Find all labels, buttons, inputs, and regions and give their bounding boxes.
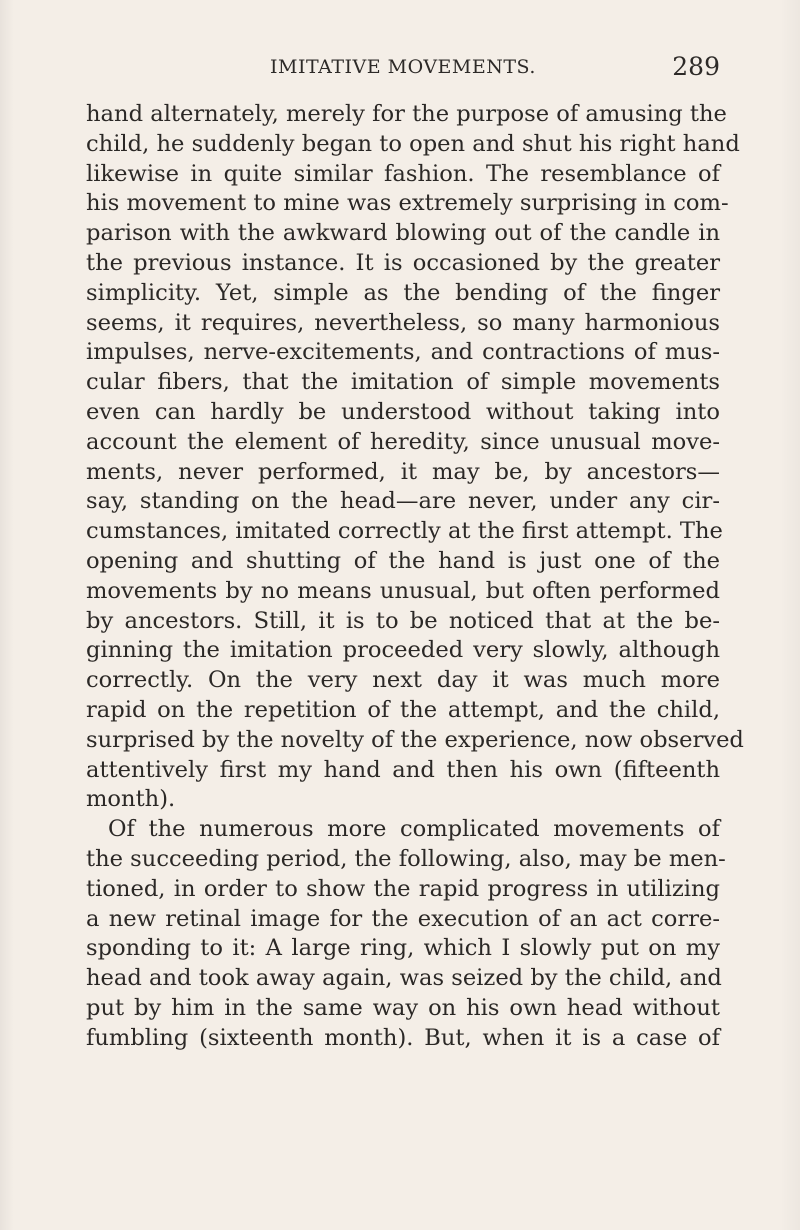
text-line: a new retinal image for the execution of an act corre- xyxy=(86,905,720,932)
text-line: parison with the awkward blowing out of the candle in xyxy=(86,220,720,247)
text-line: fumbling (sixteenth month). But, when it is a case of xyxy=(86,1024,720,1051)
text-line: even can hardly be understood without taking into xyxy=(86,398,720,425)
text-line: simplicity. Yet, simple as the bending of the finger xyxy=(86,279,720,306)
text-line: surprised by the novelty of the experience, now observed xyxy=(86,726,744,753)
text-line: the succeeding period, the following, also, may be men- xyxy=(86,845,726,872)
text-line: impulses, nerve-excitements, and contractions of mus- xyxy=(86,339,720,366)
text-line: by ancestors. Still, it is to be noticed that at the be- xyxy=(86,607,720,634)
text-line: put by him in the same way on his own head without xyxy=(86,994,720,1021)
text-line: likewise in quite similar fashion. The resemblance of xyxy=(86,160,720,187)
text-line: ments, never performed, it may be, by ancestors— xyxy=(86,458,720,485)
text-line: tioned, in order to show the rapid progress in utilizing xyxy=(86,875,720,902)
text-line: head and took away again, was seized by the child, and xyxy=(86,965,722,992)
text-line: sponding to it: A large ring, which I slowly put on my xyxy=(86,935,720,962)
text-line: child, he suddenly began to open and shut his right hand xyxy=(86,130,740,157)
running-head xyxy=(86,52,720,88)
text-line: account the element of heredity, since unusual move- xyxy=(86,428,720,455)
body-text xyxy=(86,100,744,1054)
page-number: 289 xyxy=(672,52,720,81)
text-line: attentively first my hand and then his own (fifteenth xyxy=(86,756,720,783)
text-line: ginning the imitation proceeded very slowly, although xyxy=(86,637,720,664)
text-line: seems, it requires, nevertheless, so many harmonious xyxy=(86,309,720,336)
text-line: cumstances, imitated correctly at the first attempt. The xyxy=(86,518,723,545)
paragraph-end-line: month). xyxy=(86,786,176,813)
text-line: his movement to mine was extremely surprising in com- xyxy=(86,190,729,217)
text-line: cular fibers, that the imitation of simple movements xyxy=(86,369,720,396)
text-line: rapid on the repetition of the attempt, and the child, xyxy=(86,696,720,723)
text-line: movements by no means unusual, but often performed xyxy=(86,577,720,604)
paragraph-first-line: Of the numerous more complicated movements of xyxy=(108,816,720,843)
running-title: IMITATIVE MOVEMENTS. xyxy=(270,56,536,78)
text-line: correctly. On the very next day it was much more xyxy=(86,667,720,694)
text-line: opening and shutting of the hand is just one of the xyxy=(86,547,720,574)
text-line: say, standing on the head—are never, under any cir- xyxy=(86,488,720,515)
text-line: the previous instance. It is occasioned by the greater xyxy=(86,249,720,276)
text-line: hand alternately, merely for the purpose of amusing the xyxy=(86,101,727,127)
